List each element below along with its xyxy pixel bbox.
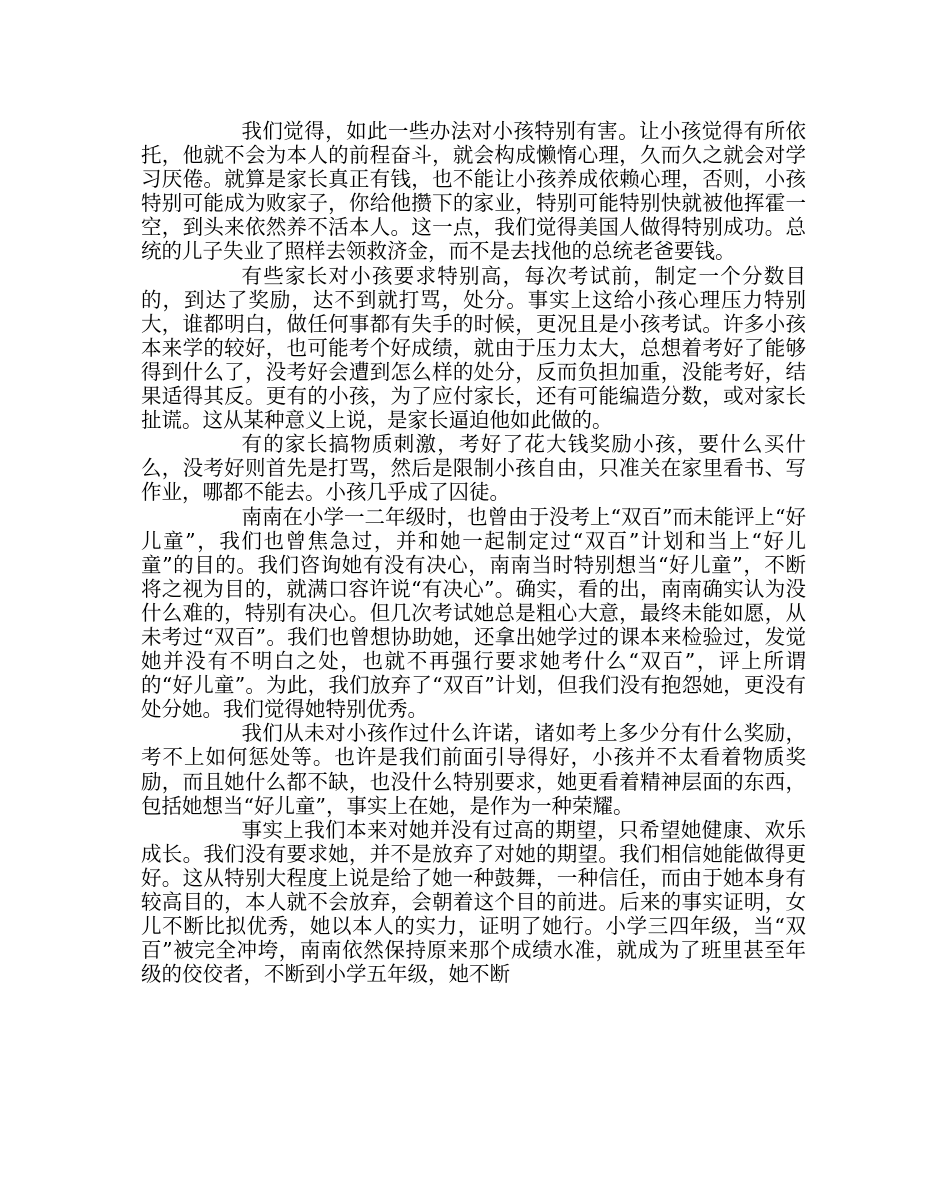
paragraph-4: 南南在小学一二年级时，也曾由于没考上“双百”而未能评上“好儿童”，我们也曾焦急过，并和她一起制定过“双百”计划和当上“好儿童”的目的。我们咨询她有没有决心，南南当时特别想当“好儿童”，不断将之视为目的，就满口容许说“有决心”。确实，看的出，南南确实认为没什么难的，特别有决心。但几次考试她总是粗心大意，最终未能如愿，从未考过“双百”。我们也曾想协助她，还拿出她学过的课本来检验过，发觉她并没有不明白之处，也就不再强行要求她考什么“双百”，评上所谓的“好儿童”。为此，我们放弃了“双百”计划，但我们没有抱怨她，更没有处分她。我们觉得她特别优秀。 (141, 504, 806, 722)
paragraph-3: 有的家长搞物质刺激，考好了花大钱奖励小孩，要什么买什么，没考好则首先是打骂，然后是限制小孩自由，只准关在家里看书、写作业，哪都不能去。小孩几乎成了囚徒。 (141, 432, 806, 505)
paragraph-6: 事实上我们本来对她并没有过高的期望，只希望她健康、欢乐成长。我们没有要求她，并不是放弃了对她的期望。我们相信她能做得更好。这从特别大程度上说是给了她一种鼓舞，一种信任，而由于她本身有较高目的，本人就不会放弃，会朝着这个目的前进。后来的事实证明，女儿不断比拟优秀，她以本人的实力，证明了她行。小学三四年级，当“双百”被完全冲垮，南南依然保持原来那个成绩水准，就成为了班里甚至年级的佼佼者，不断到小学五年级，她不断 (141, 817, 806, 987)
paragraph-5: 我们从未对小孩作过什么许诺，诸如考上多少分有什么奖励，考不上如何惩处等。也许是我们前面引导得好，小孩并不太看着物质奖励，而且她什么都不缺，也没什么特别要求，她更看着精神层面的东西，包括她想当“好儿童”，事实上在她，是作为一种荣耀。 (141, 721, 806, 818)
document-body (141, 119, 806, 986)
paragraph-2: 有些家长对小孩要求特别高，每次考试前，制定一个分数目的，到达了奖励，达不到就打骂，处分。事实上这给小孩心理压力特别大，谁都明白，做任何事都有失手的时候，更况且是小孩考试。许多小孩本来学的较好，也可能考个好成绩，就由于压力太大，总想着考好了能够得到什么了，没考好会遭到怎么样的处分，反而负担加重，没能考好，结果适得其反。更有的小孩，为了应付家长，还有可能编造分数，或对家长扯谎。这从某种意义上说，是家长逼迫他如此做的。 (141, 263, 806, 433)
paragraph-1: 我们觉得，如此一些办法对小孩特别有害。让小孩觉得有所依托，他就不会为本人的前程奋斗，就会构成懒惰心理，久而久之就会对学习厌倦。就算是家长真正有钱，也不能让小孩养成依赖心理，否则，小孩特别可能成为败家子，你给他攒下的家业，特别可能特别快就被他挥霍一空，到头来依然养不活本人。这一点，我们觉得美国人做得特别成功。总统的儿子失业了照样去领救济金，而不是去找他的总统老爸要钱。 (141, 119, 806, 264)
